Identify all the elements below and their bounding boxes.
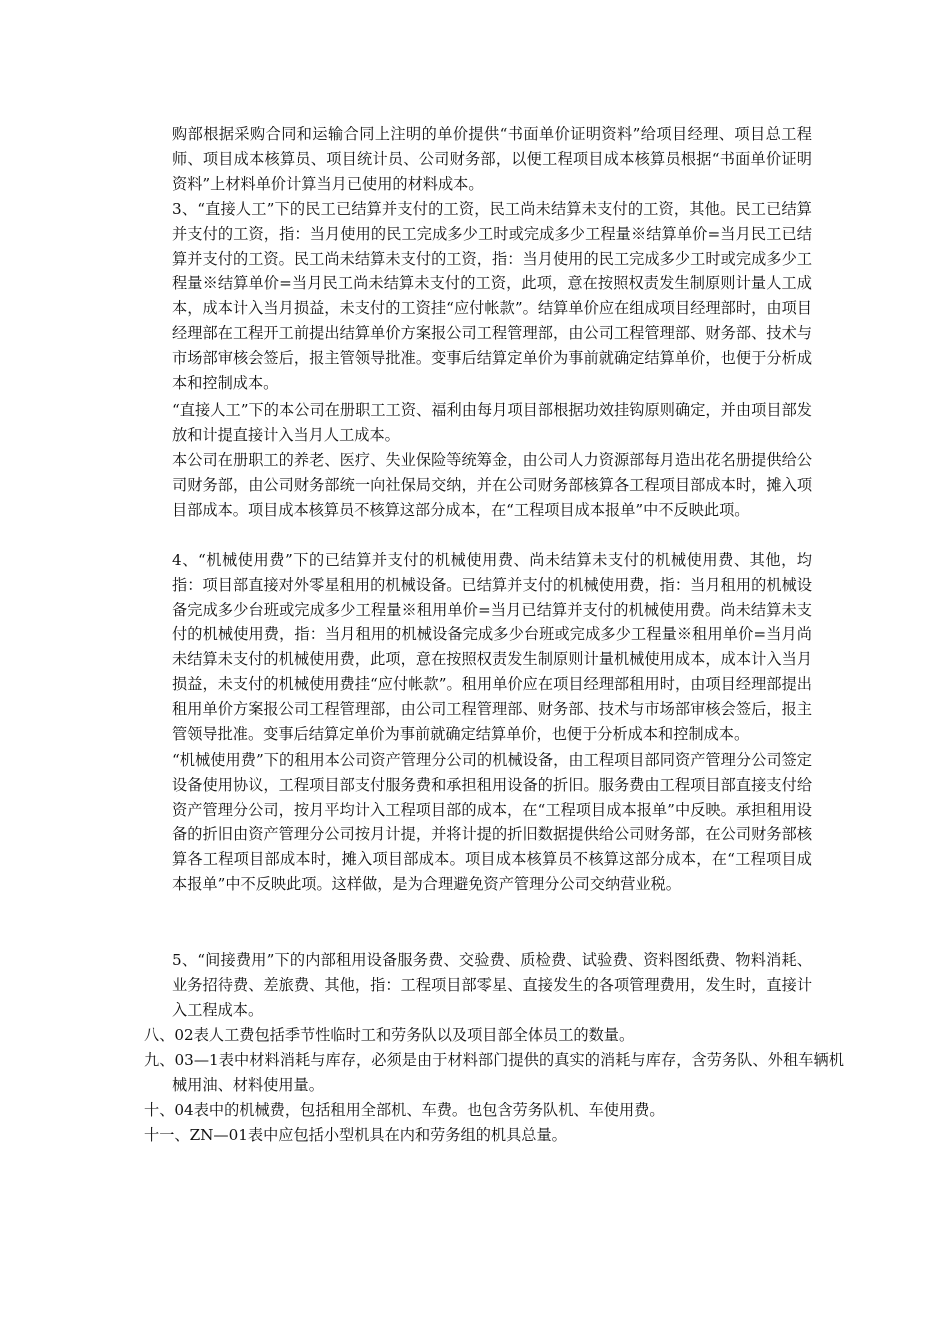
section-8: 八、02表人工费包括季节性临时工和劳务队以及项目部全体员工的数量。 xyxy=(144,1026,635,1044)
paragraph-material-price-cont: 购部根据采购合同和运输合同上注明的单价提供“书面单价证明资料”给项目经理、项目总工程师、项目成本核算员、项目统计员、公司财务部，以便工程项目成本核算员根据“书面单价证明资料”上材料单价计算当月已使用的材料成本。 xyxy=(172,125,812,193)
paragraph-social-insurance: 本公司在册职工的养老、医疗、失业保险等统筹金，由公司人力资源部每月造出花名册提供给公司财务部，由公司财务部统一向社保局交纳，并在公司财务部核算各工程项目部成本时，摊入项目部成本。项目成本核算员不核算这部分成本，在“工程项目成本报单”中不反映此项。 xyxy=(172,451,812,519)
paragraph-indirect-cost-item-5: 5、“间接费用”下的内部租用设备服务费、交验费、质检费、试验费、资料图纸费、物料消耗、业务招待费、差旅费、其他，指：工程项目部零星、直接发生的各项管理费用，发生时，直接计入工程成本。 xyxy=(172,951,812,1019)
section-9: 九、03—1表中材料消耗与库存，必须是由于材料部门提供的真实的消耗与库存，含劳务队、外租车辆机械用油、材料使用量。 xyxy=(144,1051,844,1094)
section-11: 十一、ZN—01表中应包括小型机具在内和劳务组的机具总量。 xyxy=(144,1126,567,1144)
paragraph-staff-wages: “直接人工”下的本公司在册职工工资、福利由每月项目部根据功效挂钩原则确定，并由项目部发放和计提直接计入当月人工成本。 xyxy=(172,401,812,444)
section-10: 十、04表中的机械费，包括租用全部机、车费。也包含劳务队机、车使用费。 xyxy=(144,1101,665,1119)
paragraph-machinery-item-4: 4、“机械使用费”下的已结算并支付的机械使用费、尚未结算未支付的机械使用费、其他，均指：项目部直接对外零星租用的机械设备。已结算并支付的机械使用费，指：当月租用的机械设备完成多少台班或完成多少工程量※租用单价=当月已结算并支付的机械使用费。尚未结算未支付的机械使用费，指：当月租用的机械设备完成多少台班或完成多少工程量※租用单价=当月尚未结算未支付的机械使用费，此项，意在按照权责发生制原则计量机械使用成本，成本计入当月损益，未支付的机械使用费挂“应付帐款”。租用单价应在项目经理部租用时，由项目经理部提出租用单价方案报公司工程管理部，由公司工程管理部、财务部、技术与市场部审核会签后，报主管领导批准。变事后结算定单价为事前就确定结算单价，也便于分析成本和控制成本。 xyxy=(172,551,812,743)
paragraph-machinery-rental-internal: “机械使用费”下的租用本公司资产管理分公司的机械设备，由工程项目部同资产管理分公司签定设备使用协议，工程项目部支付服务费和承担租用设备的折旧。服务费由工程项目部直接支付给资产管理分公司，按月平均计入工程项目部的成本，在“工程项目成本报单”中反映。承担租用设备的折旧由资产管理分公司按月计提，并将计提的折旧数据提供给公司财务部，在公司财务部核算各工程项目部成本时，摊入项目部成本。项目成本核算员不核算这部分成本，在“工程项目成本报单”中不反映此项。这样做，是为合理避免资产管理分公司交纳营业税。 xyxy=(172,751,812,893)
paragraph-direct-labor-item-3: 3、“直接人工”下的民工已结算并支付的工资，民工尚未结算未支付的工资，其他。民工已结算并支付的工资，指：当月使用的民工完成多少工时或完成多少工程量※结算单价=当月民工已结算并支付的工资。民工尚未结算未支付的工资，指：当月使用的民工完成多少工时或完成多少工程量※结算单价=当月民工尚未结算未支付的工资，此项，意在按照权责发生制原则计量人工成本，成本计入当月损益，未支付的工资挂“应付帐款”。结算单价应在组成项目经理部时，由项目经理部在工程开工前提出结算单价方案报公司工程管理部，由公司工程管理部、财务部、技术与市场部审核会签后，报主管领导批准。变事后结算定单价为事前就确定结算单价，也便于分析成本和控制成本。 xyxy=(172,200,812,392)
